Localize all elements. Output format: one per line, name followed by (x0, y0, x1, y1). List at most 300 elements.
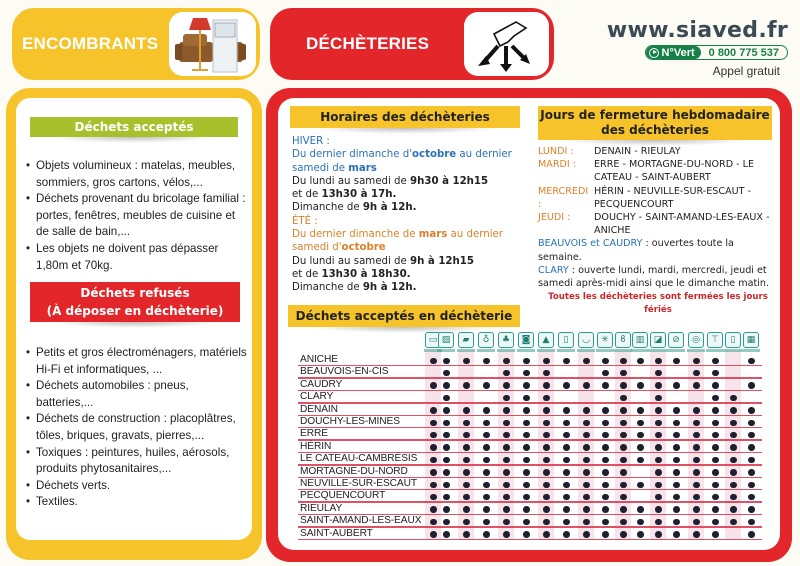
accepted-dot-icon (443, 457, 450, 464)
site-name: SAINT-AMAND-LES-EAUX (300, 515, 422, 527)
wood-icon: ▨ (438, 332, 454, 348)
accepted-dot-icon (748, 519, 755, 526)
accepted-dot-icon (503, 432, 510, 439)
accepted-dot-icon (712, 395, 719, 402)
accepted-dot-icon (463, 358, 470, 365)
table-row (298, 528, 762, 540)
accepted-dot-icon (583, 469, 590, 476)
accepted-dot-icon (430, 432, 437, 439)
accepted-dot-icon (430, 531, 437, 538)
accepted-dot-icon (583, 407, 590, 414)
accepted-dot-icon (748, 506, 755, 513)
closing-day-row: MERCREDI : HÉRIN - NEUVILLE-SUR-ESCAUT - PECQUENCOURT (538, 185, 752, 210)
accepted-dot-icon (655, 457, 662, 464)
accepted-dot-icon (463, 444, 470, 451)
opening-hours-text (292, 135, 527, 295)
accepted-dot-icon (443, 531, 450, 538)
accepted-dot-icon (543, 469, 550, 476)
table-row (298, 428, 762, 440)
accepted-dot-icon (693, 519, 700, 526)
accepted-dot-icon (503, 457, 510, 464)
accepted-dot-icon (602, 420, 609, 427)
accepted-dot-icon (443, 469, 450, 476)
list-item: • Toxiques : peintures, huiles, aérosols, produits phytosanitaires,... (26, 445, 248, 478)
accepted-dot-icon (503, 420, 510, 427)
accepted-dot-icon (712, 358, 719, 365)
accepted-dot-icon (655, 444, 662, 451)
accepted-dot-icon (620, 358, 627, 365)
accepted-dot-icon (430, 444, 437, 451)
accepted-dot-icon (730, 395, 737, 402)
accepted-dot-icon (673, 494, 680, 501)
furniture-icon: ◪ (650, 332, 666, 348)
accepted-dot-icon (430, 407, 437, 414)
accepted-dot-icon (563, 482, 570, 489)
fridge-icon: ▥ (632, 332, 648, 348)
accepted-dot-icon (730, 519, 737, 526)
accepted-in-decheterie-heading: Déchets acceptés en déchèterie (288, 305, 520, 327)
accepted-dot-icon (673, 407, 680, 414)
accepted-dot-icon (655, 358, 662, 365)
accepted-dot-icon (583, 382, 590, 389)
accepted-dot-icon (430, 482, 437, 489)
accepted-dot-icon (443, 370, 450, 377)
list-item: • Objets volumineux : matelas, meubles, sommiers, gros cartons, vélos,... (26, 158, 246, 191)
accepted-dot-icon (563, 531, 570, 538)
accepted-dot-icon (730, 407, 737, 414)
accepted-dot-icon (430, 358, 437, 365)
accepted-dot-icon (463, 420, 470, 427)
accepted-dot-icon (602, 444, 609, 451)
accepted-dot-icon (543, 482, 550, 489)
table-row (298, 354, 762, 366)
column-label (577, 349, 595, 352)
accepted-dot-icon (483, 519, 490, 526)
accepted-dot-icon (523, 444, 530, 451)
winter-sunday-hours: Dimanche de 9h à 12h. (292, 202, 417, 214)
holiday-closure-note: Toutes les déchèteries sont fermées les jours fériés (548, 292, 768, 316)
accepted-dot-icon (620, 432, 627, 439)
accepted-dot-icon (483, 457, 490, 464)
accepted-dot-icon (655, 420, 662, 427)
accepted-dot-icon (483, 444, 490, 451)
accepted-dot-icon (543, 444, 550, 451)
accepted-dot-icon (523, 432, 530, 439)
accepted-dot-icon (602, 531, 609, 538)
accepted-waste-list (26, 158, 246, 274)
accepted-dot-icon (523, 531, 530, 538)
website-link[interactable]: www.siaved.fr (606, 18, 788, 43)
accepted-dot-icon (712, 469, 719, 476)
column-label (517, 349, 535, 352)
column-label (742, 349, 760, 352)
table-row (298, 391, 762, 403)
accepted-dot-icon (673, 358, 680, 365)
rubble-icon: ▲ (538, 332, 554, 348)
decheteries-tab (270, 8, 554, 80)
accepted-dot-icon (483, 482, 490, 489)
column-label (497, 349, 515, 352)
accepted-dot-icon (673, 482, 680, 489)
accepted-dot-icon (523, 519, 530, 526)
accepted-dot-icon (503, 482, 510, 489)
accepted-dot-icon (620, 506, 627, 513)
accepted-dot-icon (637, 457, 644, 464)
accepted-dot-icon (730, 469, 737, 476)
accepted-dot-icon (602, 432, 609, 439)
furniture-illustration (169, 12, 256, 76)
accepted-dot-icon (523, 407, 530, 414)
accepted-dot-icon (583, 519, 590, 526)
accepted-dot-icon (430, 457, 437, 464)
accepted-dot-icon (620, 395, 627, 402)
closing-day-row: LUNDI : DENAIN - RIEULAY (538, 146, 681, 157)
site-name: LE CATEAU-CAMBRÉSIS (300, 453, 418, 465)
accepted-dot-icon (583, 457, 590, 464)
accepted-dot-icon (730, 444, 737, 451)
accepted-dot-icon (693, 482, 700, 489)
accepted-dot-icon (563, 519, 570, 526)
accepted-dot-icon (748, 444, 755, 451)
summer-weekday-hours: Du lundi au samedi de 9h à 12h15 (292, 255, 474, 267)
accepted-dot-icon (483, 469, 490, 476)
accepted-dot-icon (543, 370, 550, 377)
accepted-dot-icon (503, 370, 510, 377)
accepted-dot-icon (748, 531, 755, 538)
refused-waste-list (26, 345, 248, 511)
accepted-dot-icon (443, 358, 450, 365)
cardboard-icon: ▦ (743, 332, 759, 348)
accepted-dot-icon (483, 494, 490, 501)
accepted-dot-icon (503, 469, 510, 476)
play-icon (649, 48, 659, 58)
summer-label: ÉTÉ : (292, 215, 318, 227)
accepted-dot-icon (483, 432, 490, 439)
accepted-dot-icon (443, 444, 450, 451)
accepted-dot-icon (620, 482, 627, 489)
accepted-dot-icon (673, 382, 680, 389)
brand-block (607, 18, 788, 78)
column-label (437, 349, 455, 352)
accepted-dot-icon (620, 444, 627, 451)
accepted-dot-icon (620, 531, 627, 538)
site-name: RIEULAY (300, 502, 343, 514)
accepted-dot-icon (655, 531, 662, 538)
accepted-dot-icon (583, 506, 590, 513)
site-name: ERRE (300, 428, 328, 440)
accepted-dot-icon (655, 370, 662, 377)
accepted-dot-icon (463, 531, 470, 538)
accepted-dot-icon (620, 494, 627, 501)
accepted-dot-icon (483, 358, 490, 365)
accepted-dot-icon (563, 432, 570, 439)
accepted-dot-icon (730, 420, 737, 427)
accepted-dot-icon (693, 407, 700, 414)
accepted-dot-icon (620, 420, 627, 427)
table-row (298, 366, 762, 378)
accepted-dot-icon (693, 531, 700, 538)
accepted-dot-icon (543, 531, 550, 538)
list-item: • Déchets automobiles : pneus, batteries,... (26, 378, 248, 411)
list-item: • Déchets provenant du bricolage familial : portes, fenêtres, meubles de cuisine et de salle de bain,... (26, 191, 246, 241)
accepted-dot-icon (443, 420, 450, 427)
accepted-dot-icon (655, 432, 662, 439)
accepted-dot-icon (463, 482, 470, 489)
accepted-dot-icon (543, 494, 550, 501)
accepted-dot-icon (483, 531, 490, 538)
table-row (298, 466, 762, 478)
accepted-dot-icon (748, 482, 755, 489)
phone-number-badge[interactable] (645, 45, 789, 60)
accepted-dot-icon (563, 444, 570, 451)
accepted-dot-icon (563, 420, 570, 427)
accepted-dot-icon (673, 432, 680, 439)
bicycle-icon: ϐ (615, 332, 631, 348)
accepted-dot-icon (563, 407, 570, 414)
accepted-dot-icon (620, 407, 627, 414)
accepted-dot-icon (637, 358, 644, 365)
accepted-dot-icon (443, 494, 450, 501)
accepted-dot-icon (637, 482, 644, 489)
column-label (557, 349, 575, 352)
list-item: • Textiles. (26, 494, 248, 511)
accepted-dot-icon (523, 382, 530, 389)
site-name: SAINT-AUBERT (300, 527, 373, 539)
accepted-dot-icon (620, 457, 627, 464)
accepted-dot-icon (443, 506, 450, 513)
accepted-dot-icon (503, 382, 510, 389)
column-label (457, 349, 475, 352)
tire-icon: ◎ (688, 332, 704, 348)
accepted-dot-icon (637, 432, 644, 439)
phone-number: 0 800 775 537 (708, 46, 779, 59)
bottles-icon: ♁ (478, 332, 494, 348)
accepted-dot-icon (637, 506, 644, 513)
accepted-dot-icon (430, 506, 437, 513)
column-label (631, 349, 649, 352)
table-row (298, 441, 762, 453)
always-open-note: BEAUVOIS et CAUDRY : ouvertes toute la semaine. (538, 238, 734, 263)
accepted-dot-icon (673, 420, 680, 427)
list-item: • Déchets de construction : placoplâtres, tôles, briques, gravats, pierres,... (26, 411, 248, 444)
column-label (687, 349, 705, 352)
closing-days-heading: Jours de fermeture hebdomadaire des déchèteries (538, 106, 772, 140)
accepted-dot-icon (712, 444, 719, 451)
accepted-dot-icon (602, 519, 609, 526)
closing-day-row: MARDI : ERRE - MORTAGNE-DU-NORD - LE CATEAU - SAINT-AUBERT (538, 159, 755, 184)
accepted-dot-icon (563, 457, 570, 464)
accepted-dot-icon (503, 444, 510, 451)
accepted-dot-icon (563, 382, 570, 389)
accepted-dot-icon (543, 382, 550, 389)
accepted-dot-icon (712, 482, 719, 489)
accepted-dot-icon (583, 420, 590, 427)
column-label (537, 349, 555, 352)
site-name: MORTAGNE-DU-NORD (300, 465, 408, 477)
encombrants-title: ENCOMBRANTS (22, 34, 159, 53)
accepted-dot-icon (712, 432, 719, 439)
accepted-dot-icon (543, 506, 550, 513)
accepted-dot-icon (693, 382, 700, 389)
accepted-dot-icon (748, 457, 755, 464)
accepted-dot-icon (673, 506, 680, 513)
summer-afternoon-hours: et de 13h30 à 18h30. (292, 268, 411, 280)
accepted-dot-icon (712, 420, 719, 427)
accepted-dot-icon (503, 506, 510, 513)
accepted-dot-icon (712, 519, 719, 526)
accepted-dot-icon (503, 494, 510, 501)
accepted-dot-icon (712, 407, 719, 414)
site-name: CAUDRY (300, 378, 343, 390)
accepted-dot-icon (483, 382, 490, 389)
closing-days-list (538, 145, 778, 318)
accepted-dot-icon (583, 358, 590, 365)
accepted-dot-icon (430, 494, 437, 501)
accepted-dot-icon (673, 519, 680, 526)
site-name: NEUVILLE-SUR-ESCAUT (300, 478, 417, 489)
armchair-lamp-icon (169, 12, 256, 76)
accepted-dot-icon (503, 519, 510, 526)
accepted-dot-icon (563, 358, 570, 365)
accepted-dot-icon (693, 358, 700, 365)
paint-icon: ▰ (458, 332, 474, 348)
accepted-dot-icon (693, 370, 700, 377)
accepted-dot-icon (543, 395, 550, 402)
table-row (298, 453, 762, 465)
closing-day-row: JEUDI : DOUCHY - SAINT-AMAND-LES-EAUX - ANICHE (538, 212, 770, 237)
accepted-dot-icon (637, 420, 644, 427)
glass-bottle-icon: ▯ (725, 332, 741, 348)
accepted-dot-icon (655, 382, 662, 389)
accepted-dot-icon (523, 395, 530, 402)
accepted-dot-icon (730, 494, 737, 501)
accepted-dot-icon (463, 469, 470, 476)
accepted-dot-icon (583, 444, 590, 451)
accepted-dot-icon (602, 482, 609, 489)
accepted-dot-icon (712, 531, 719, 538)
accepted-dot-icon (602, 506, 609, 513)
accepted-dot-icon (655, 519, 662, 526)
site-name: CLARY (300, 391, 334, 403)
accepted-dot-icon (543, 457, 550, 464)
column-label (649, 349, 667, 352)
accepted-dot-icon (523, 482, 530, 489)
accepted-dot-icon (443, 482, 450, 489)
accepted-dot-icon (730, 432, 737, 439)
accepted-dot-icon (693, 469, 700, 476)
accepted-dot-icon (730, 457, 737, 464)
table-row (298, 503, 762, 515)
accepted-dot-icon (673, 469, 680, 476)
clary-hours-note: CLARY : ouverte lundi, mardi, mercredi, jeudi et samedi après-midi ainsi que le dimanche matin. (538, 264, 770, 290)
accepted-dot-icon (463, 457, 470, 464)
accepted-dot-icon (748, 382, 755, 389)
accepted-dot-icon (583, 482, 590, 489)
table-row (298, 515, 762, 527)
accepted-dot-icon (463, 407, 470, 414)
accepted-dot-icon (523, 457, 530, 464)
lamp-icon: ✳ (597, 332, 613, 348)
jars-icon: ◙ (518, 332, 534, 348)
accepted-dot-icon (543, 519, 550, 526)
accepted-dot-icon (748, 469, 755, 476)
accepted-dot-icon (503, 407, 510, 414)
tree-icon: ♣ (498, 332, 514, 348)
winter-weekday-hours: Du lundi au samedi de 9h30 à 12h15 (292, 175, 489, 187)
accepted-dot-icon (620, 370, 627, 377)
accepted-dot-icon (523, 469, 530, 476)
accepted-dot-icon (637, 531, 644, 538)
accepted-dot-icon (523, 370, 530, 377)
accepted-dot-icon (563, 469, 570, 476)
hand-arrows-icon (464, 12, 549, 76)
accepted-dot-icon (443, 407, 450, 414)
column-label (477, 349, 495, 352)
encombrants-tab (12, 8, 260, 80)
accepted-dot-icon (443, 519, 450, 526)
accepted-dot-icon (602, 370, 609, 377)
accepted-dot-icon (543, 420, 550, 427)
plaster-icon: ⊘ (668, 332, 684, 348)
accepted-dot-icon (693, 420, 700, 427)
winter-label: HIVER : (292, 136, 330, 147)
accepted-dot-icon (602, 407, 609, 414)
site-name: BEAUVOIS-EN-CIS (300, 366, 389, 378)
list-item: • Petits et gros électroménagers, matériels Hi-Fi et informatiques, ... (26, 345, 248, 378)
site-name: DOUCHY-LES-MINES (300, 416, 400, 427)
accepted-dot-icon (602, 358, 609, 365)
accepted-dot-icon (712, 457, 719, 464)
accepted-dot-icon (430, 519, 437, 526)
numero-vert-label: N°Vert (646, 46, 701, 59)
accepted-dot-icon (563, 506, 570, 513)
accepted-dot-icon (463, 519, 470, 526)
site-name: DENAIN (300, 403, 338, 415)
accepted-dot-icon (503, 531, 510, 538)
column-label (724, 349, 742, 352)
accepted-dot-icon (655, 506, 662, 513)
accepted-dot-icon (655, 494, 662, 501)
table-row (298, 478, 762, 490)
accepted-dot-icon (430, 469, 437, 476)
accepted-dot-icon (523, 420, 530, 427)
accepted-dot-icon (463, 432, 470, 439)
accepted-dot-icon (523, 358, 530, 365)
accepted-dot-icon (583, 494, 590, 501)
accepted-dot-icon (443, 432, 450, 439)
opening-hours-heading: Horaires des déchèteries (290, 106, 520, 128)
accepted-dot-icon (583, 432, 590, 439)
accepted-dot-icon (655, 395, 662, 402)
site-name: ANICHE (300, 354, 338, 365)
accepted-dot-icon (693, 432, 700, 439)
accepted-dot-icon (543, 407, 550, 414)
list-item: • Déchets verts. (26, 478, 248, 495)
winter-afternoon-hours: et de 13h30 à 17h. (292, 189, 397, 201)
list-item: • Les objets ne doivent pas dépasser 1,80m et 70kg. (26, 241, 246, 274)
accepted-dot-icon (748, 432, 755, 439)
containers-icon: ▯ (558, 332, 574, 348)
accepted-dot-icon (748, 420, 755, 427)
accepted-dot-icon (503, 395, 510, 402)
accepted-dot-icon (483, 407, 490, 414)
accepted-dot-icon (748, 494, 755, 501)
accepted-dot-icon (712, 370, 719, 377)
accepted-dot-icon (693, 444, 700, 451)
table-row (298, 490, 762, 502)
accepted-dot-icon (730, 506, 737, 513)
table-row (298, 416, 762, 428)
